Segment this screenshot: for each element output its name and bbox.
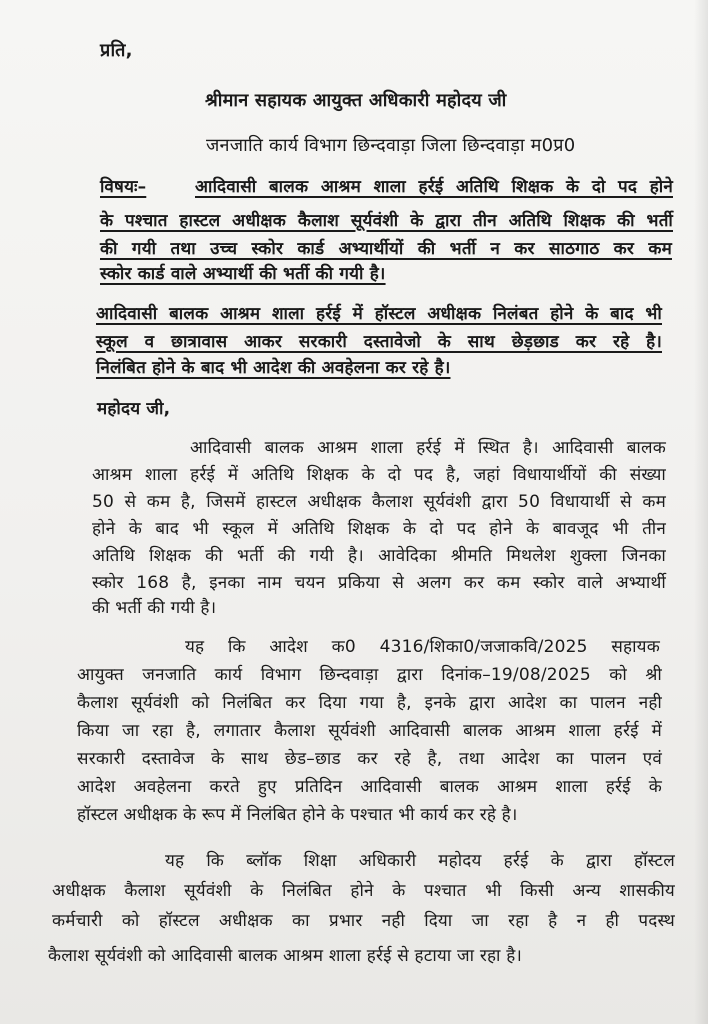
salutation-to: प्रति,: [100, 40, 133, 61]
para2-line: कैलाश सूर्यवंशी को निलंबित कर दिया गया है, इनके द्वारा आदेश का पालन नही: [77, 693, 662, 713]
subject-label: विषयः–: [100, 177, 147, 197]
para3-line: अधीक्षक कैलाश सूर्यवंशी के निलंबित होने के पश्चात भी किसी अन्य शासकीय: [52, 881, 675, 901]
subject2-line: निलंबित होने के बाद भी आदेश की अवहेलना कर रहे है।: [96, 358, 451, 378]
subject-line: स्कोर कार्ड वाले अभ्यार्थी की भर्ती की गयी है।: [100, 264, 386, 284]
para2-line: सरकारी दस्तावेज के साथ छेड–छाड कर रहे है, तथा आदेश का पालन एवं: [77, 749, 662, 769]
para3-line: यह कि ब्लॉक शिक्षा अधिकारी महोदय हर्रई के द्वारा हॉस्टल: [165, 851, 675, 871]
para3-line: कैलाश सूर्यवंशी को आदिवासी बालक आश्रम शाला हर्रई से हटाया जा रहा है।: [48, 946, 523, 966]
subject-line: आदिवासी बालक आश्रम शाला हर्रई अतिथि शिक्षक के दो पद होने: [195, 177, 673, 197]
para2-line: आदेश अवहेलना करते हुए प्रतिदिन आदिवासी बालक आश्रम शाला हर्रई के: [77, 777, 662, 797]
para1-line: 50 से कम है, जिसमें हास्टल अधीक्षक कैलाश सूर्यवंशी द्वारा 50 विधायार्थी से कम: [92, 492, 666, 512]
page-edge-shadow: [694, 0, 708, 1024]
para1-line: आश्रम शाला हर्रई में अतिथि शिक्षक के दो पद है, जहां विधायार्थीयों की संख्या: [92, 465, 666, 485]
para2-line: आयुक्त जनजाति कार्य विभाग छिन्दवाड़ा द्वारा दिनांक–19/08/2025 को श्री: [77, 665, 662, 685]
subject2-line: स्कूल व छात्रावास आकर सरकारी दस्तावेजो के साथ छेड़छाड कर रहे है।: [96, 332, 662, 352]
subject-line: की गयी तथा उच्च स्कोर कार्ड अभ्यार्थीयों की भर्ती न कर साठगाठ कर कम: [100, 239, 672, 259]
para1-line: स्कोर 168 है, इनका नाम चयन प्रकिया से अलग कर कम स्कोर वाले अभ्यार्थी: [92, 573, 666, 593]
para2-line: हॉस्टल अधीक्षक के रूप में निलंबित होने के पश्चात भी कार्य कर रहे है।: [77, 805, 518, 825]
para1-line: आदिवासी बालक आश्रम शाला हर्रई में स्थित है। आदिवासी बालक: [190, 438, 666, 458]
para3-line: कर्मचारी को हॉस्टल अधीक्षक का प्रभार नही दिया जा रहा है न ही पदस्थ: [52, 911, 675, 931]
para2-line: यह कि आदेश क0 4316/शिका0/जजाकवि/2025 सहायक: [185, 637, 660, 657]
para1-line: अतिथि शिक्षक की भर्ती की गयी है। आवेदिका श्रीमति मिथलेश शुक्ला जिनका: [92, 546, 666, 566]
para1-line: की भर्ती की गयी है।: [92, 598, 217, 618]
subject-line: के पश्चात हास्टल अधीक्षक कैलाश सूर्यवंशी के द्वारा तीन अतिथि शिक्षक की भर्ती: [100, 211, 673, 231]
para1-line: होने के बाद भी स्कूल में अतिथि शिक्षक के दो पद होने के बावजूद भी तीन: [92, 519, 666, 539]
para2-line: किया जा रहा है, लगातार कैलाश सूर्यवंशी आदिवासी बालक आश्रम शाला हर्रई में: [77, 721, 662, 741]
greeting: महोदय जी,: [97, 399, 171, 419]
addressee-line-2: जनजाति कार्य विभाग छिन्दवाड़ा जिला छिन्दवाड़ा म0प्र0: [206, 135, 576, 156]
addressee-line-1: श्रीमान सहायक आयुक्त अधिकारी महोदय जी: [205, 90, 507, 111]
subject2-line: आदिवासी बालक आश्रम शाला हर्रई में हॉस्टल अधीक्षक निलंबत होने के बाद भी: [96, 304, 662, 324]
